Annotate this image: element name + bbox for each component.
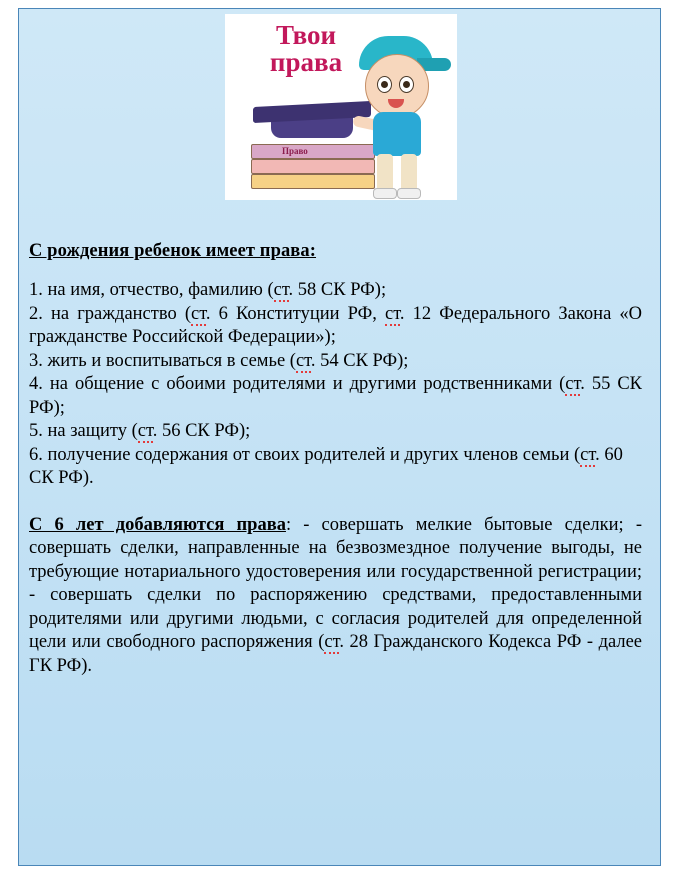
document-frame xyxy=(18,8,661,866)
boy-pupil-left xyxy=(381,81,388,88)
section-age6-body: : - совершать мелкие бытовые сделки; - совершать сделки, направленные на безвозмездное получение выгоды, не требующие нотариального удостоверения или государственной регистрации; - совершать сделки по распоряжению средствами, предоставленными родителями или другими людьми, с согласия родителей для определенной цели или свободного распоряжения (ст. 28 Гражданского Кодекса РФ - далее ГК РФ). xyxy=(29,514,643,676)
book-bottom xyxy=(251,174,375,189)
book-label-top: Право xyxy=(282,146,308,156)
illustration-container xyxy=(225,14,457,200)
boy-head xyxy=(365,54,429,118)
spellcheck-marked-word: ст xyxy=(385,303,400,324)
spellcheck-marked-word: ст xyxy=(295,350,311,371)
boy-shoe-right xyxy=(397,188,421,199)
book-middle xyxy=(251,159,375,174)
list-item: 5. на защиту (ст. 56 СК РФ); xyxy=(29,421,251,441)
spellcheck-marked-word: ст xyxy=(137,421,153,441)
boy-leg-right xyxy=(401,154,417,192)
boy-body xyxy=(373,112,421,156)
section-age6 xyxy=(29,514,642,679)
graduation-cap-icon xyxy=(253,102,371,132)
boy-leg-left xyxy=(377,154,393,192)
spellcheck-marked-word: ст xyxy=(565,374,581,394)
rights-list-birth xyxy=(29,279,642,491)
boy-shoe-left xyxy=(373,188,397,199)
boy-with-graduation-cap-and-books-icon xyxy=(225,14,457,200)
book-stack-icon xyxy=(251,144,375,192)
section-heading-age6: С 6 лет добавляются права xyxy=(29,514,286,535)
list-item: 3. жить и воспитываться в семье (ст. 54 СК РФ); xyxy=(29,350,409,371)
section-heading-birth: С рождения ребенок имеет права: xyxy=(29,241,317,261)
list-item: 4. на общение с обоими родителями и другими родственниками (ст. 55 СК РФ); xyxy=(29,374,642,418)
spellcheck-marked-word: ст xyxy=(191,303,206,324)
spellcheck-marked-word: ст xyxy=(580,444,596,465)
illustration-title xyxy=(241,22,371,76)
spellcheck-marked-word: ст xyxy=(273,280,289,300)
document-content xyxy=(29,241,642,678)
list-item: 6. получение содержания от своих родителей и других членов семьи (ст. 60 СК РФ). xyxy=(29,444,623,488)
list-item: 1. на имя, отчество, фамилию (ст. 58 СК РФ); xyxy=(29,280,387,300)
spellcheck-marked-word: ст xyxy=(324,632,340,652)
book-top xyxy=(251,144,375,159)
list-item: 2. на гражданство (ст. 6 Конституции РФ, ст. 12 Федерального Закона «О гражданстве Российской Федерации»); xyxy=(29,303,642,347)
boy-pupil-right xyxy=(403,81,410,88)
paragraph-spacer xyxy=(29,491,642,514)
illustration-title-line2: права xyxy=(269,47,343,77)
illustration-title-line1: Твои xyxy=(275,20,337,50)
